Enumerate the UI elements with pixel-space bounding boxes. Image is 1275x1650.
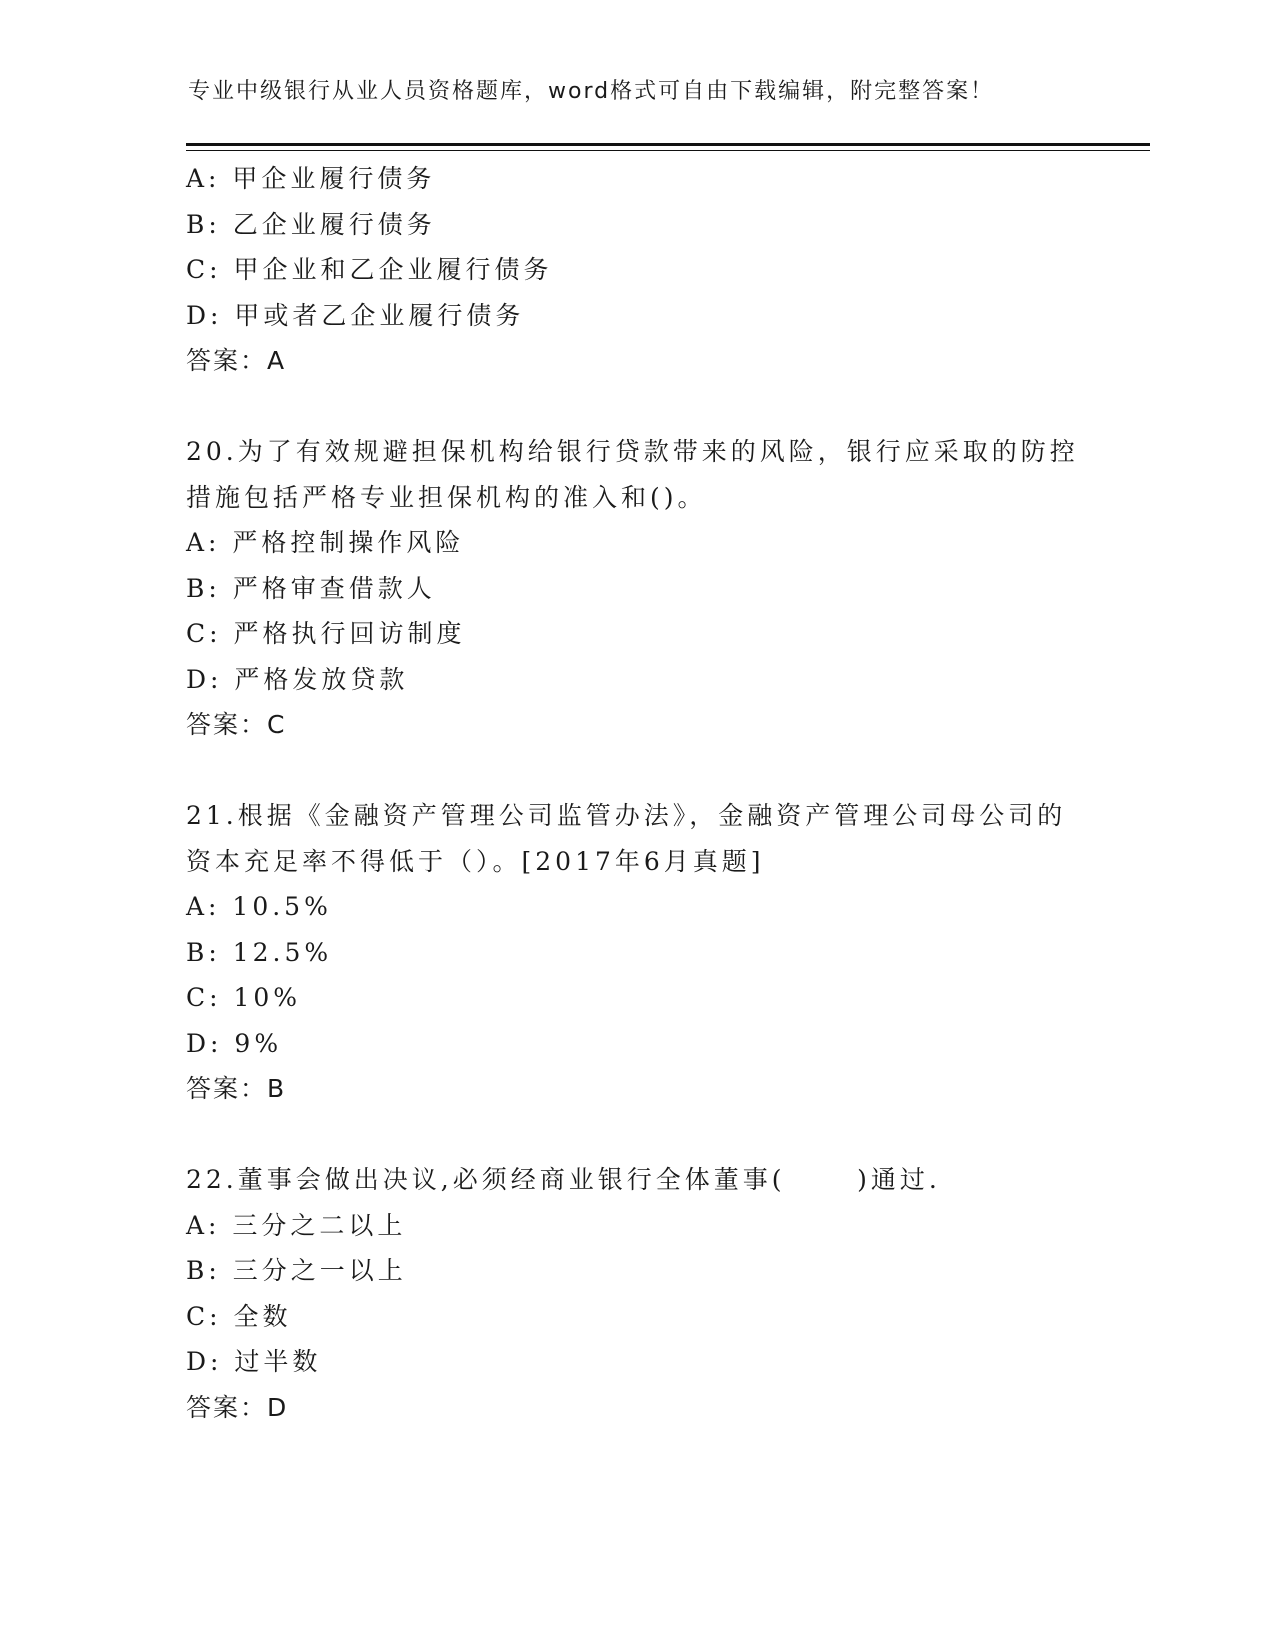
question-22-block [186,1157,1086,1430]
option-c: C: 全数 [186,1301,292,1331]
option-a: A: 三分之二以上 [186,1210,407,1240]
option-b: B: 乙企业履行债务 [186,209,436,239]
question-21-block [186,793,1086,1112]
answer-label: 答案：B [186,1074,287,1103]
option-c: C: 10% [186,983,302,1012]
option-d: D: 甲或者乙企业履行债务 [186,300,525,330]
option-b: B: 严格审查借款人 [186,573,436,603]
question-stem: 20.为了有效规避担保机构给银行贷款带来的风险，银行应采取的防控 [186,437,1079,466]
answer-label: 答案：D [186,1392,289,1422]
option-b: B: 12.5% [186,937,333,967]
question-stem: 资本充足率不得低于（）。[2017年6月真题] [186,846,765,876]
answer-label: 答案：A [186,346,287,375]
option-d: D: 9% [186,1028,283,1058]
option-c: C: 甲企业和乙企业履行债务 [186,255,553,284]
question-stem: 21.根据《金融资产管理公司监管办法》，金融资产管理公司母公司的 [186,801,1067,830]
question-stem: 措施包括严格专业担保机构的准入和()。 [186,482,707,512]
header-rule-thick [186,143,1150,146]
option-b: B: 三分之一以上 [186,1256,407,1285]
option-d: D: 过半数 [186,1347,322,1376]
question-content [186,156,1086,1430]
question-20-block [186,429,1086,748]
answer-label: 答案：C [186,710,287,739]
page-header: 专业中级银行从业人员资格题库，word格式可自由下载编辑，附完整答案！ [188,79,995,104]
header-rule-thin [186,150,1150,151]
question-stem: 22.董事会做出决议,必须经商业银行全体董事( )通过. [186,1165,941,1194]
prev-question-block [186,156,1086,384]
option-a: A: 甲企业履行债务 [186,164,436,193]
option-d: D: 严格发放贷款 [186,664,409,694]
option-a: A: 10.5% [186,892,332,921]
option-a: A: 严格控制操作风险 [186,528,465,557]
option-c: C: 严格执行回访制度 [186,619,466,648]
